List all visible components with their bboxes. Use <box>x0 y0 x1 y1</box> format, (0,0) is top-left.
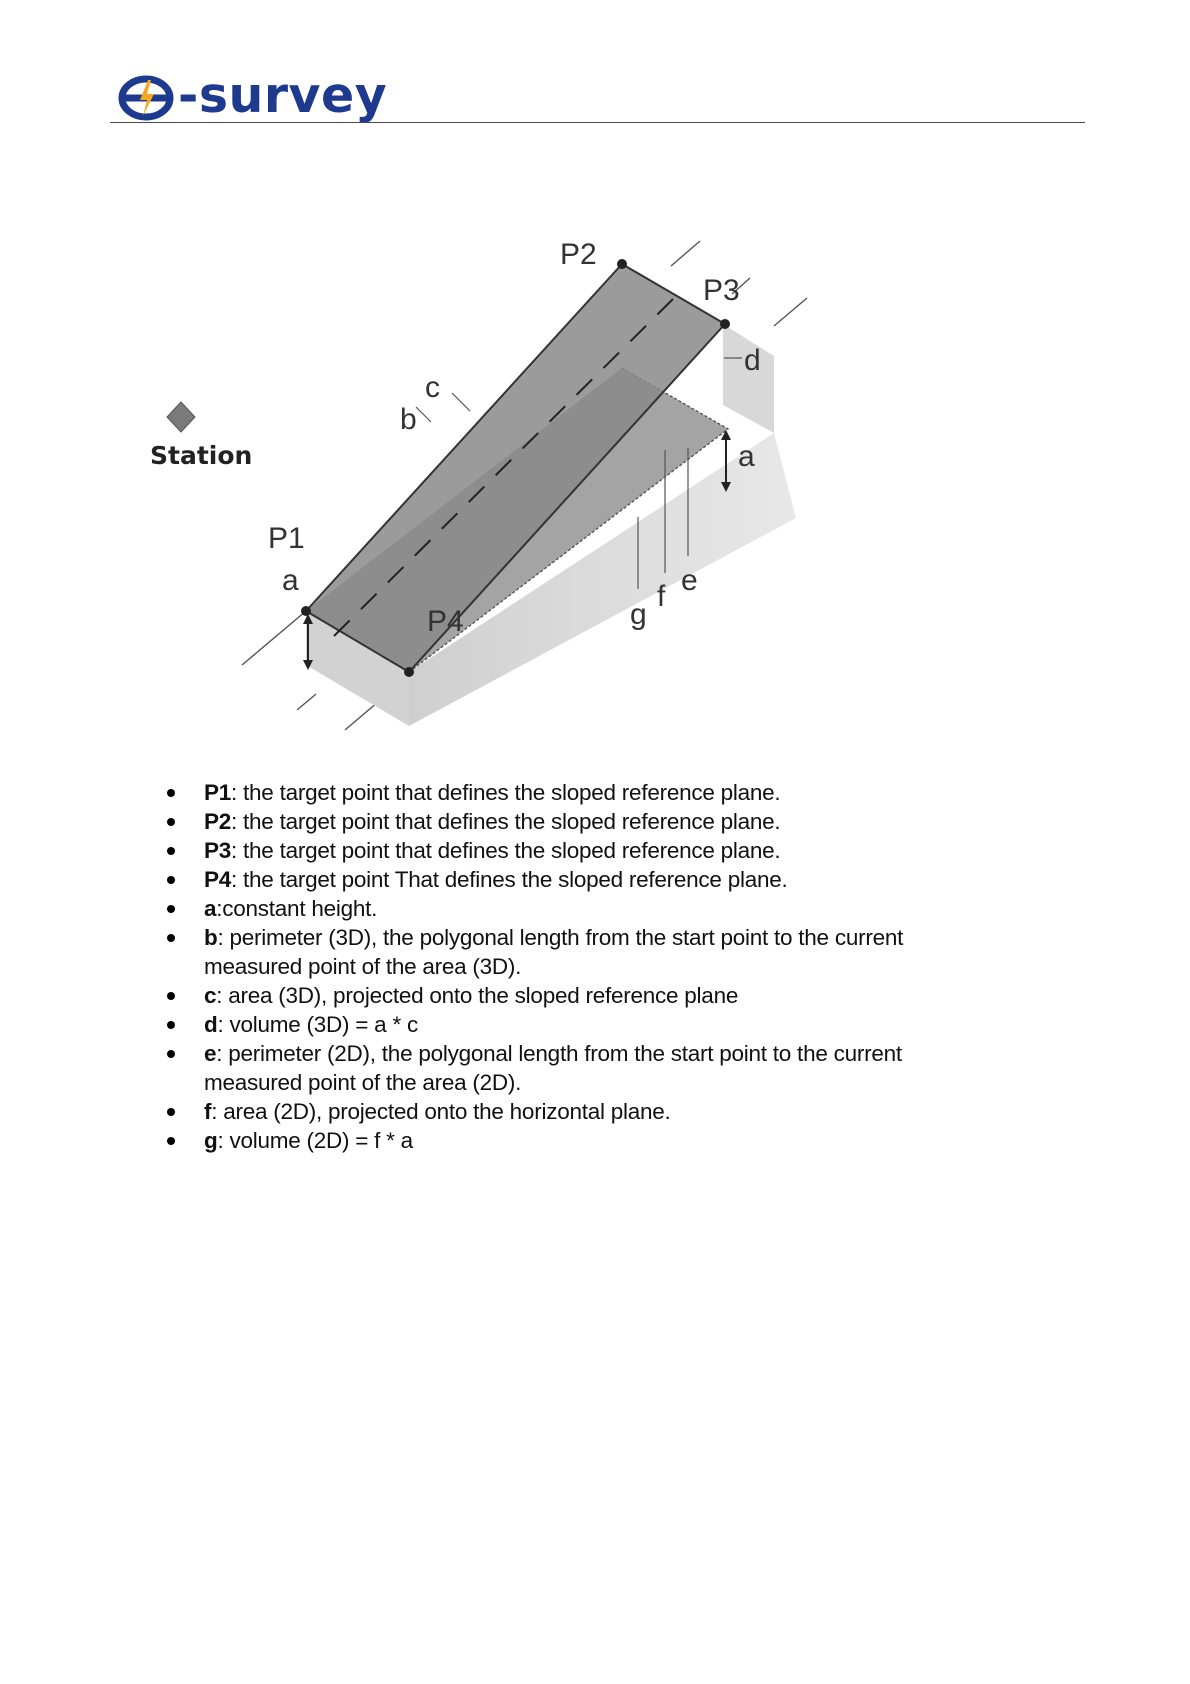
definition: : the target point that defines the sloped reference plane. <box>231 838 781 863</box>
station-marker <box>167 402 195 432</box>
term: f <box>204 1099 212 1124</box>
label-b: b <box>400 403 417 436</box>
list-item <box>162 1126 922 1155</box>
point-p4 <box>404 667 414 677</box>
list-item <box>162 865 922 894</box>
label-e: e <box>681 564 698 597</box>
label-p4: P4 <box>427 605 464 638</box>
term: e <box>204 1041 217 1066</box>
bullet-icon <box>167 847 175 855</box>
bullet-icon <box>167 1021 175 1029</box>
logo-text: -survey <box>178 66 388 124</box>
leader-b <box>416 407 431 422</box>
definition: : area (3D), projected onto the sloped reference plane <box>216 983 739 1008</box>
definition: : the target point That defines the sloped reference plane. <box>231 867 788 892</box>
definition: : the target point that defines the sloped reference plane. <box>231 809 781 834</box>
label-a-right: a <box>738 440 755 473</box>
label-a-left: a <box>282 564 299 597</box>
term: P1 <box>204 780 232 805</box>
list-item <box>162 981 922 1010</box>
bullet-icon <box>167 789 175 797</box>
definition: : area (2D), projected onto the horizontal plane. <box>211 1099 671 1124</box>
definition: : perimeter (2D), the polygonal length from the start point to the current measured point of the area (2D). <box>204 1041 902 1095</box>
bullet-icon <box>167 818 175 826</box>
bullet-icon <box>167 992 175 1000</box>
bullet-icon <box>167 934 175 942</box>
label-f: f <box>657 580 666 613</box>
list-item <box>162 836 922 865</box>
list-item <box>162 1097 922 1126</box>
list-item <box>162 1010 922 1039</box>
term: b <box>204 925 218 950</box>
point-p2 <box>617 259 627 269</box>
definition: : perimeter (3D), the polygonal length from the start point to the current measured point of the area (3D). <box>204 925 904 979</box>
extension-line-p1 <box>242 611 306 665</box>
leader-c <box>452 393 470 411</box>
label-p1: P1 <box>268 522 305 555</box>
definition: : the target point that defines the sloped reference plane. <box>231 780 781 805</box>
page-header <box>110 68 1085 124</box>
list-item <box>162 807 922 836</box>
bullet-icon <box>167 905 175 913</box>
definition: :constant height. <box>216 896 378 921</box>
term: P3 <box>204 838 232 863</box>
list-item <box>162 1039 922 1097</box>
term: a <box>204 896 217 921</box>
point-p3 <box>720 319 730 329</box>
bullet-icon <box>167 1108 175 1116</box>
label-d: d <box>744 344 761 377</box>
bullet-icon <box>167 1050 175 1058</box>
definition: : volume (3D) = a * c <box>217 1012 418 1037</box>
point-p1 <box>301 606 311 616</box>
definition: : volume (2D) = f * a <box>217 1128 413 1153</box>
station-label: Station <box>150 441 253 470</box>
list-item <box>162 923 922 981</box>
term: P2 <box>204 809 232 834</box>
bullet-icon <box>167 1137 175 1145</box>
esurvey-logo <box>118 66 388 124</box>
definitions-list <box>162 778 922 1155</box>
term: d <box>204 1012 218 1037</box>
label-p2: P2 <box>560 240 597 271</box>
label-p3: P3 <box>703 274 740 307</box>
volume-side-back <box>723 324 774 433</box>
term: P4 <box>204 867 232 892</box>
extension-tick-bottom <box>297 694 316 710</box>
term: c <box>204 983 217 1008</box>
sloped-plane-diagram <box>130 240 850 750</box>
list-item <box>162 778 922 807</box>
volume-diagram <box>130 240 850 750</box>
header-divider <box>110 122 1085 123</box>
extension-line-p2 <box>671 241 700 266</box>
bullet-icon <box>167 876 175 884</box>
extension-line-p3 <box>774 298 807 326</box>
list-item <box>162 894 922 923</box>
term: g <box>204 1128 218 1153</box>
label-c: c <box>425 371 440 404</box>
label-g: g <box>630 598 647 631</box>
esurvey-logo-icon <box>118 74 180 122</box>
